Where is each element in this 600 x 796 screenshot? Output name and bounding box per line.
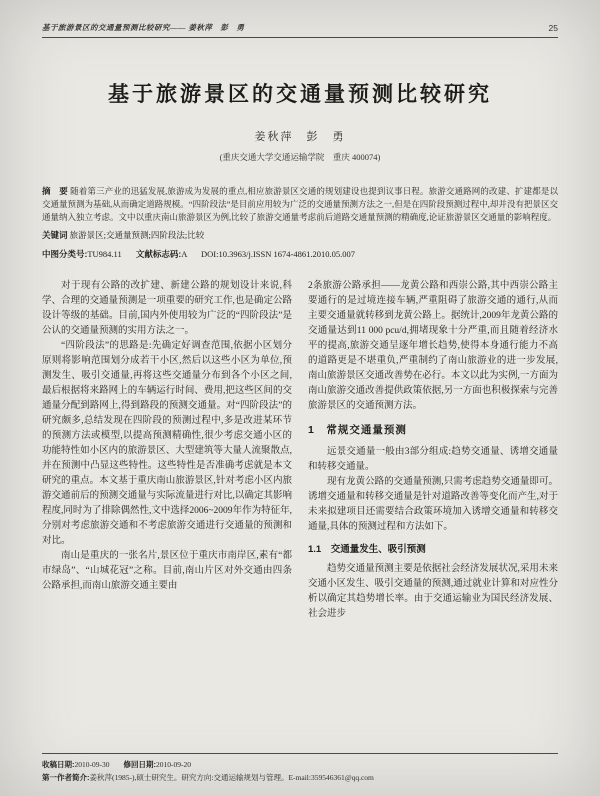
author-bio: 姜秋萍(1985-),硕士研究生。研究方向:交通运输规划与管理。E-mail:359546361@qq.com xyxy=(89,772,374,782)
received-date: 2010-09-30 xyxy=(74,760,110,769)
revised-date: 2010-09-20 xyxy=(156,760,191,769)
doc-code-label: 文献标志码: xyxy=(135,249,182,259)
left-column xyxy=(42,279,292,622)
paragraph: 趋势交通量预测主要是依据社会经济发展状况,采用未来交通小区发生、吸引交通量的预测,通过就业计算和对应性分析以确定其趋势增长率。由于交通运输业为国民经济发展、社会进步 xyxy=(308,564,558,619)
abstract-label: 摘 要 xyxy=(42,186,68,196)
footnote-area xyxy=(42,753,558,784)
affiliation: (重庆交通大学交通运输学院 重庆 400074) xyxy=(219,152,381,162)
paragraph: 2条旅游公路承担——龙黄公路和西崇公路,其中西崇公路主要通行的是过境连接车辆,严重阻碍了旅游交通的通行,从而主要交通量就转移到龙黄公路上。据统计,2009年龙黄公路的交通量达到11 000 pcu/d,拥堵现象十分严重,而且随着经济水平的提高,旅游交通呈逐年增长趋势,使得本身通行能力不高的道路更是不堪重负,严重制约了南山旅游业的进一步发展,南山旅游景区交通改善势在必行。本文以此为实例,一方面为南山旅游交通改善提供政策依据,另一方面也积极探索与完善旅游景区的交通预测方法。 xyxy=(308,281,558,411)
section-heading: 1 常规交通量预测 xyxy=(308,424,407,436)
dates-row xyxy=(42,759,558,772)
paragraph: 现有龙黄公路的交通量预测,只需考虑趋势交通量即可。诱增交通量和转移交通量是针对道路改善等变化而产生,对于未来拟建项目还需要结合政策环境加入诱增交通量和转移交通量,具体的预测过程和方法如下。 xyxy=(308,477,558,532)
body-columns xyxy=(42,279,558,622)
page-number: 25 xyxy=(548,23,558,33)
authors: 姜秋萍 彭 勇 xyxy=(254,131,346,143)
keywords-line xyxy=(42,229,558,242)
classification-line xyxy=(42,248,558,261)
doi: DOI:10.3963/j.ISSN 1674-4861.2010.05.007 xyxy=(201,249,355,259)
article-title: 基于旅游景区的交通量预测比较研究 xyxy=(108,82,492,106)
abstract-block xyxy=(42,185,558,224)
paragraph: 南山是重庆的一张名片,景区位于重庆市南岸区,素有“都市绿岛”、“山城花冠”之称。目前,南山片区对外交通由四条公路承担,而南山旅游交通主要由 xyxy=(42,551,292,591)
keywords-label: 关键词 xyxy=(42,230,68,240)
received-date-label: 收稿日期: xyxy=(42,760,75,769)
revised-date-label: 修回日期: xyxy=(123,760,156,769)
keywords-text: 旅游景区;交通量预测;四阶段法;比较 xyxy=(69,230,205,240)
paragraph: “四阶段法”的思路是:先确定好调查范围,依据小区划分原则将影响范围划分成若干小区,然后以这些小区为单位,预测发生、吸引交通量,再将这些交通量分布到各个小区之间,最后根据将来路网上的车辆运行时间、费用,把这些区间的交通量分配到路网上,得到路段的预测交通量。对“四阶段法”的研究颇多,总结发现在四阶段的预测过程中,多是改进某环节的预测方法或模型,以提高预测精确性,很少考虑交通小区的功能特性如小区内的旅游景区、大型建筑等大量人流聚散点,并在预测中凸显这些特性。这些特性是否准确考虑就是本文研究的重点。本文基于重庆南山旅游景区,针对考虑小区内旅游交通前后的预测交通量与实际流量进行对比,以确定其影响程度,同时为了排除偶然性,文中选择2006~2009年作为特征年,分别对考虑旅游交通和不考虑旅游交通进行交通量的预测和对比。 xyxy=(42,341,292,546)
running-head-title: 基于旅游景区的交通量预测比较研究—— 姜秋萍 彭 勇 xyxy=(42,23,245,32)
author-bio-label: 第一作者简介: xyxy=(42,772,90,782)
doc-code-value: A xyxy=(181,249,187,259)
abstract-text: 随着第三产业的迅猛发展,旅游成为发展的重点,相应旅游景区交通的规划建设也提到议事日程。旅游交通路网的改建、扩建都是以交通量预测为基础,从而确定道路规模。“四阶段法”是目前应用较为广泛的交通量预测方法之一,但是在四阶段预测过程中,却并没有把景区交通量纳入独立考虑。文中以重庆南山旅游景区为例,比较了旅游交通量考虑前后道路交通量预测的精确度,论证旅游景区交通量的影响程度。 xyxy=(42,186,558,222)
clc-label: 中图分类号: xyxy=(42,249,88,259)
right-column xyxy=(308,279,558,622)
clc-value: TU984.11 xyxy=(87,249,122,259)
author-bio-row xyxy=(42,772,558,785)
paragraph: 对于现有公路的改扩建、新建公路的规划设计来说,科学、合理的交通量预测是一项重要的研究工作,也是确定公路设计等级的基础。目前,国内外使用较为广泛的“四阶段法”是公认的交通量预测的实用方法之一。 xyxy=(42,281,292,336)
subsection-heading: 1.1 交通量发生、吸引预测 xyxy=(308,544,426,555)
running-head xyxy=(42,22,558,38)
paragraph: 远景交通量一般由3部分组成:趋势交通量、诱增交通量和转移交通量。 xyxy=(308,447,558,472)
